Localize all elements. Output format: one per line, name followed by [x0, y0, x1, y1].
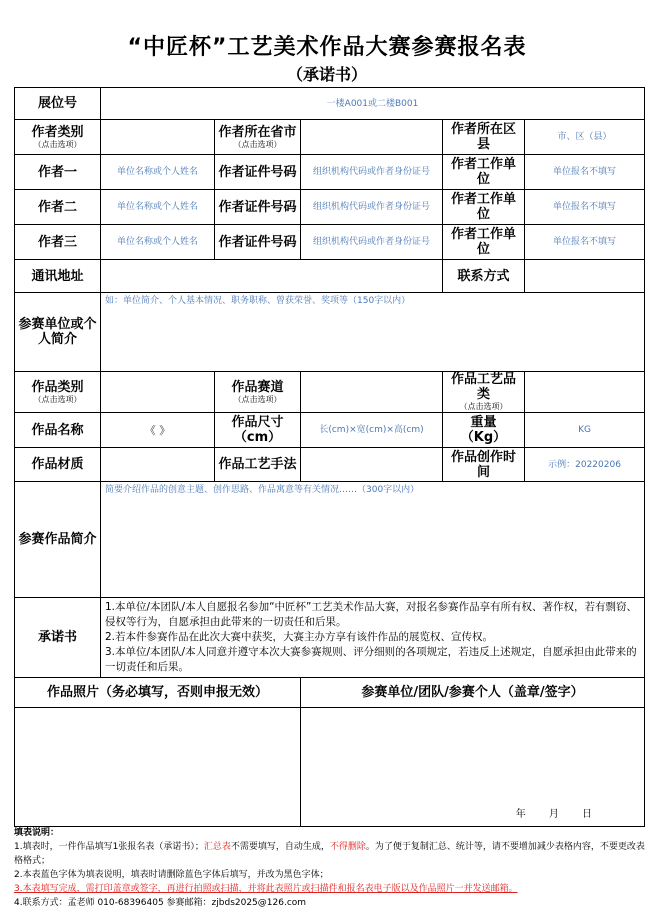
work-technique-field[interactable]: [301, 448, 443, 482]
note-1: 1.填表时，一件作品填写1张报名表（承诺书）；汇总表不需要填写，自动生成，不得删除。为了便于复制汇总、统计等，请不要增加减少表格内容，不要更改表格格式；: [14, 842, 645, 866]
photo-label: 作品照片（务必填写，否则申报无效）: [15, 678, 301, 708]
author2-label: 作者二: [15, 190, 101, 225]
work-technique-label: 作品工艺手法: [215, 448, 301, 482]
pledge-item: 3.本单位/本团队/本人同意并遵守本次大赛参赛规则、评分细则的各项规定，若违反上述规定，自愿承担由此带来的一切责任和后果。: [105, 646, 637, 673]
author3-id-label: 作者证件号码: [215, 225, 301, 260]
author2-id-label: 作者证件号码: [215, 190, 301, 225]
author-type-label: 作者类别 （点击选项）: [15, 120, 101, 155]
form-subtitle: （承诺书）: [286, 65, 367, 84]
pledge-text: [101, 598, 645, 678]
notes-heading: 填表说明：: [14, 828, 60, 838]
form-title: “中匠杯”工艺美术作品大赛参赛报名表: [127, 35, 527, 60]
note-3: 3.本表填写完成，需打印盖章或签字，再进行拍照或扫描，并将此表照片或扫描件和报名表电子版以及作品照片一并发送邮箱。: [14, 884, 518, 894]
author2-unit-field[interactable]: 单位报名不填写: [525, 190, 645, 225]
contact-field[interactable]: [525, 260, 645, 293]
work-craft-category-select[interactable]: [525, 372, 645, 413]
author-province-select[interactable]: [301, 120, 443, 155]
work-date-label: 作品创作时间: [443, 448, 525, 482]
pledge-item: 2.若本件参赛作品在此次大赛中获奖，大赛主办方享有该件作品的展览权、宣传权。: [105, 631, 494, 643]
work-material-label: 作品材质: [15, 448, 101, 482]
work-size-label: 作品尺寸 （cm）: [215, 413, 301, 448]
author3-unit-label: 作者工作单位: [443, 225, 525, 260]
work-weight-label: 重量 （Kg）: [443, 413, 525, 448]
work-intro-field[interactable]: 简要介绍作品的创意主题、创作思路、作品寓意等有关情况……（300字以内）: [101, 482, 645, 598]
signature-label: 参赛单位/团队/参赛个人（盖章/签字）: [301, 678, 645, 708]
author-province-label: 作者所在省市 （点击选项）: [215, 120, 301, 155]
work-track-label: 作品赛道 （点击选项）: [215, 372, 301, 413]
author1-unit-field[interactable]: 单位报名不填写: [525, 155, 645, 190]
work-name-field[interactable]: 《 》: [101, 413, 215, 448]
address-field[interactable]: [101, 260, 443, 293]
note-4: 4.联系方式：孟老师 010-68396405 参赛邮箱：zjbds2025@126.com: [14, 898, 307, 908]
author3-unit-field[interactable]: 单位报名不填写: [525, 225, 645, 260]
author2-name-field[interactable]: 单位名称或个人姓名: [101, 190, 215, 225]
work-category-select[interactable]: [101, 372, 215, 413]
author-row: [15, 190, 645, 225]
author3-name-field[interactable]: 单位名称或个人姓名: [101, 225, 215, 260]
registration-form: [14, 87, 645, 827]
work-track-select[interactable]: [301, 372, 443, 413]
work-weight-field[interactable]: KG: [525, 413, 645, 448]
author-row: [15, 225, 645, 260]
intro-field[interactable]: 如：单位简介、个人基本情况、职务职称、曾获荣誉、奖项等（150字以内）: [101, 293, 645, 372]
work-size-field[interactable]: 长(cm)×宽(cm)×高(cm): [301, 413, 443, 448]
author3-id-field[interactable]: 组织机构代码或作者身份证号: [301, 225, 443, 260]
signature-date: 年 月 日: [515, 809, 593, 820]
author1-id-label: 作者证件号码: [215, 155, 301, 190]
contact-label: 联系方式: [443, 260, 525, 293]
pledge-label: 承诺书: [15, 598, 101, 678]
author-row: [15, 155, 645, 190]
author-county-field[interactable]: 市、区（县）: [525, 120, 645, 155]
author1-id-field[interactable]: 组织机构代码或作者身份证号: [301, 155, 443, 190]
author-county-label: 作者所在区县: [443, 120, 525, 155]
intro-label: 参赛单位或个人简介: [15, 293, 101, 372]
author-type-select[interactable]: [101, 120, 215, 155]
pledge-item: 1.本单位/本团队/本人自愿报名参加“中匠杯”工艺美术作品大赛，对报名参赛作品享有所有权、著作权，若有剽窃、侵权等行为，自愿承担由此带来的一切责任和后果。: [105, 601, 637, 628]
photo-area[interactable]: [15, 708, 301, 827]
address-label: 通讯地址: [15, 260, 101, 293]
work-date-field[interactable]: 示例：20220206: [525, 448, 645, 482]
work-craft-category-label: 作品工艺品类 （点击选项）: [443, 372, 525, 413]
author2-id-field[interactable]: 组织机构代码或作者身份证号: [301, 190, 443, 225]
booth-label: 展位号: [15, 88, 101, 120]
note-2: 2.本表蓝色字体为填表说明，填表时请删除蓝色字体后填写，并改为黑色字体；: [14, 870, 329, 880]
work-material-field[interactable]: [101, 448, 215, 482]
booth-field[interactable]: 一楼A001或二楼B001: [101, 88, 645, 120]
signature-area[interactable]: [301, 708, 645, 827]
author1-name-field[interactable]: 单位名称或个人姓名: [101, 155, 215, 190]
work-intro-label: 参赛作品简介: [15, 482, 101, 598]
filling-notes: [14, 826, 646, 910]
work-name-label: 作品名称: [15, 413, 101, 448]
author1-label: 作者一: [15, 155, 101, 190]
work-category-label: 作品类别 （点击选项）: [15, 372, 101, 413]
author2-unit-label: 作者工作单位: [443, 190, 525, 225]
author3-label: 作者三: [15, 225, 101, 260]
author1-unit-label: 作者工作单位: [443, 155, 525, 190]
